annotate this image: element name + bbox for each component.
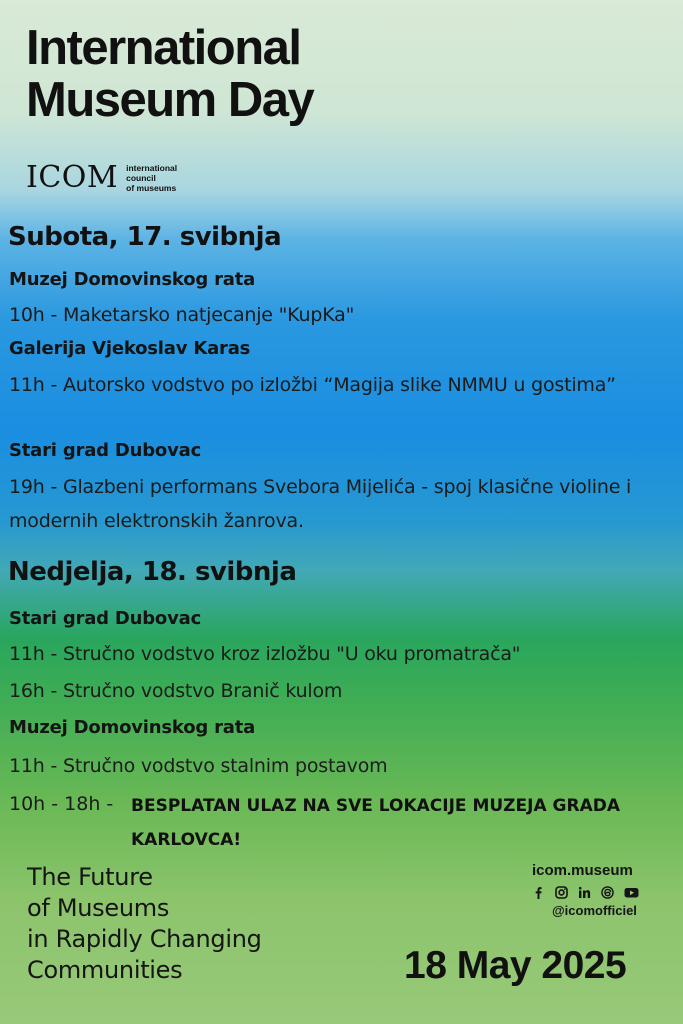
title-line-1: International — [26, 21, 301, 75]
saturday-heading: Subota, 17. svibnja — [8, 222, 282, 252]
theme-line-1: The Future — [27, 863, 153, 891]
website-link[interactable]: icom.museum — [532, 862, 633, 879]
theme-line-3: in Rapidly Changing — [27, 925, 262, 953]
saturday-venue-1: Muzej Domovinskog rata — [9, 269, 256, 290]
youtube-icon[interactable] — [624, 884, 637, 897]
sunday-event-2: 16h - Stručno vodstvo Branič kulom — [9, 680, 343, 702]
event-title — [26, 22, 313, 126]
social-icons — [532, 884, 637, 897]
icom-logo-word: ICOM — [26, 160, 119, 195]
sunday-event-3: 11h - Stručno vodstvo stalnim postavom — [9, 755, 388, 777]
social-handle[interactable]: @icomofficiel — [552, 903, 637, 918]
saturday-venue-3: Stari grad Dubovac — [9, 440, 202, 461]
sunday-heading: Nedjelja, 18. svibnja — [8, 557, 297, 587]
sunday-venue-2: Muzej Domovinskog rata — [9, 717, 256, 738]
instagram-icon[interactable] — [555, 884, 568, 897]
saturday-venue-2: Galerija Vjekoslav Karas — [9, 338, 251, 359]
facebook-icon[interactable] — [532, 884, 545, 897]
saturday-event-3: 19h - Glazbeni performans Svebora Mijelića - spoj klasične violine i modernih elektronskih žanrova. — [9, 476, 632, 532]
sunday-event-1: 11h - Stručno vodstvo kroz izložbu "U oku promatrača" — [9, 643, 521, 665]
saturday-event-2: 11h - Autorsko vodstvo po izložbi “Magija slike NMMU u gostima” — [9, 374, 616, 396]
free-entry-notice: BESPLATAN ULAZ NA SVE LOKACIJE MUZEJA GRADA KARLOVCA! — [131, 796, 620, 850]
theme-line-4: Communities — [27, 956, 183, 984]
theme-line-2: of Museums — [27, 894, 170, 922]
free-entry-time: 10h - 18h - — [9, 793, 114, 815]
linkedin-icon[interactable] — [578, 884, 591, 897]
icom-logo-subtitle: international council of museums — [126, 163, 178, 193]
sunday-venue-1: Stari grad Dubovac — [9, 608, 202, 629]
event-date: 18 May 2025 — [404, 944, 627, 987]
threads-icon[interactable] — [601, 884, 614, 897]
title-line-2: Museum Day — [26, 73, 314, 127]
icom-logo — [26, 162, 177, 194]
saturday-event-1: 10h - Maketarsko natjecanje "KupKa" — [9, 304, 355, 326]
theme-text — [27, 862, 347, 986]
